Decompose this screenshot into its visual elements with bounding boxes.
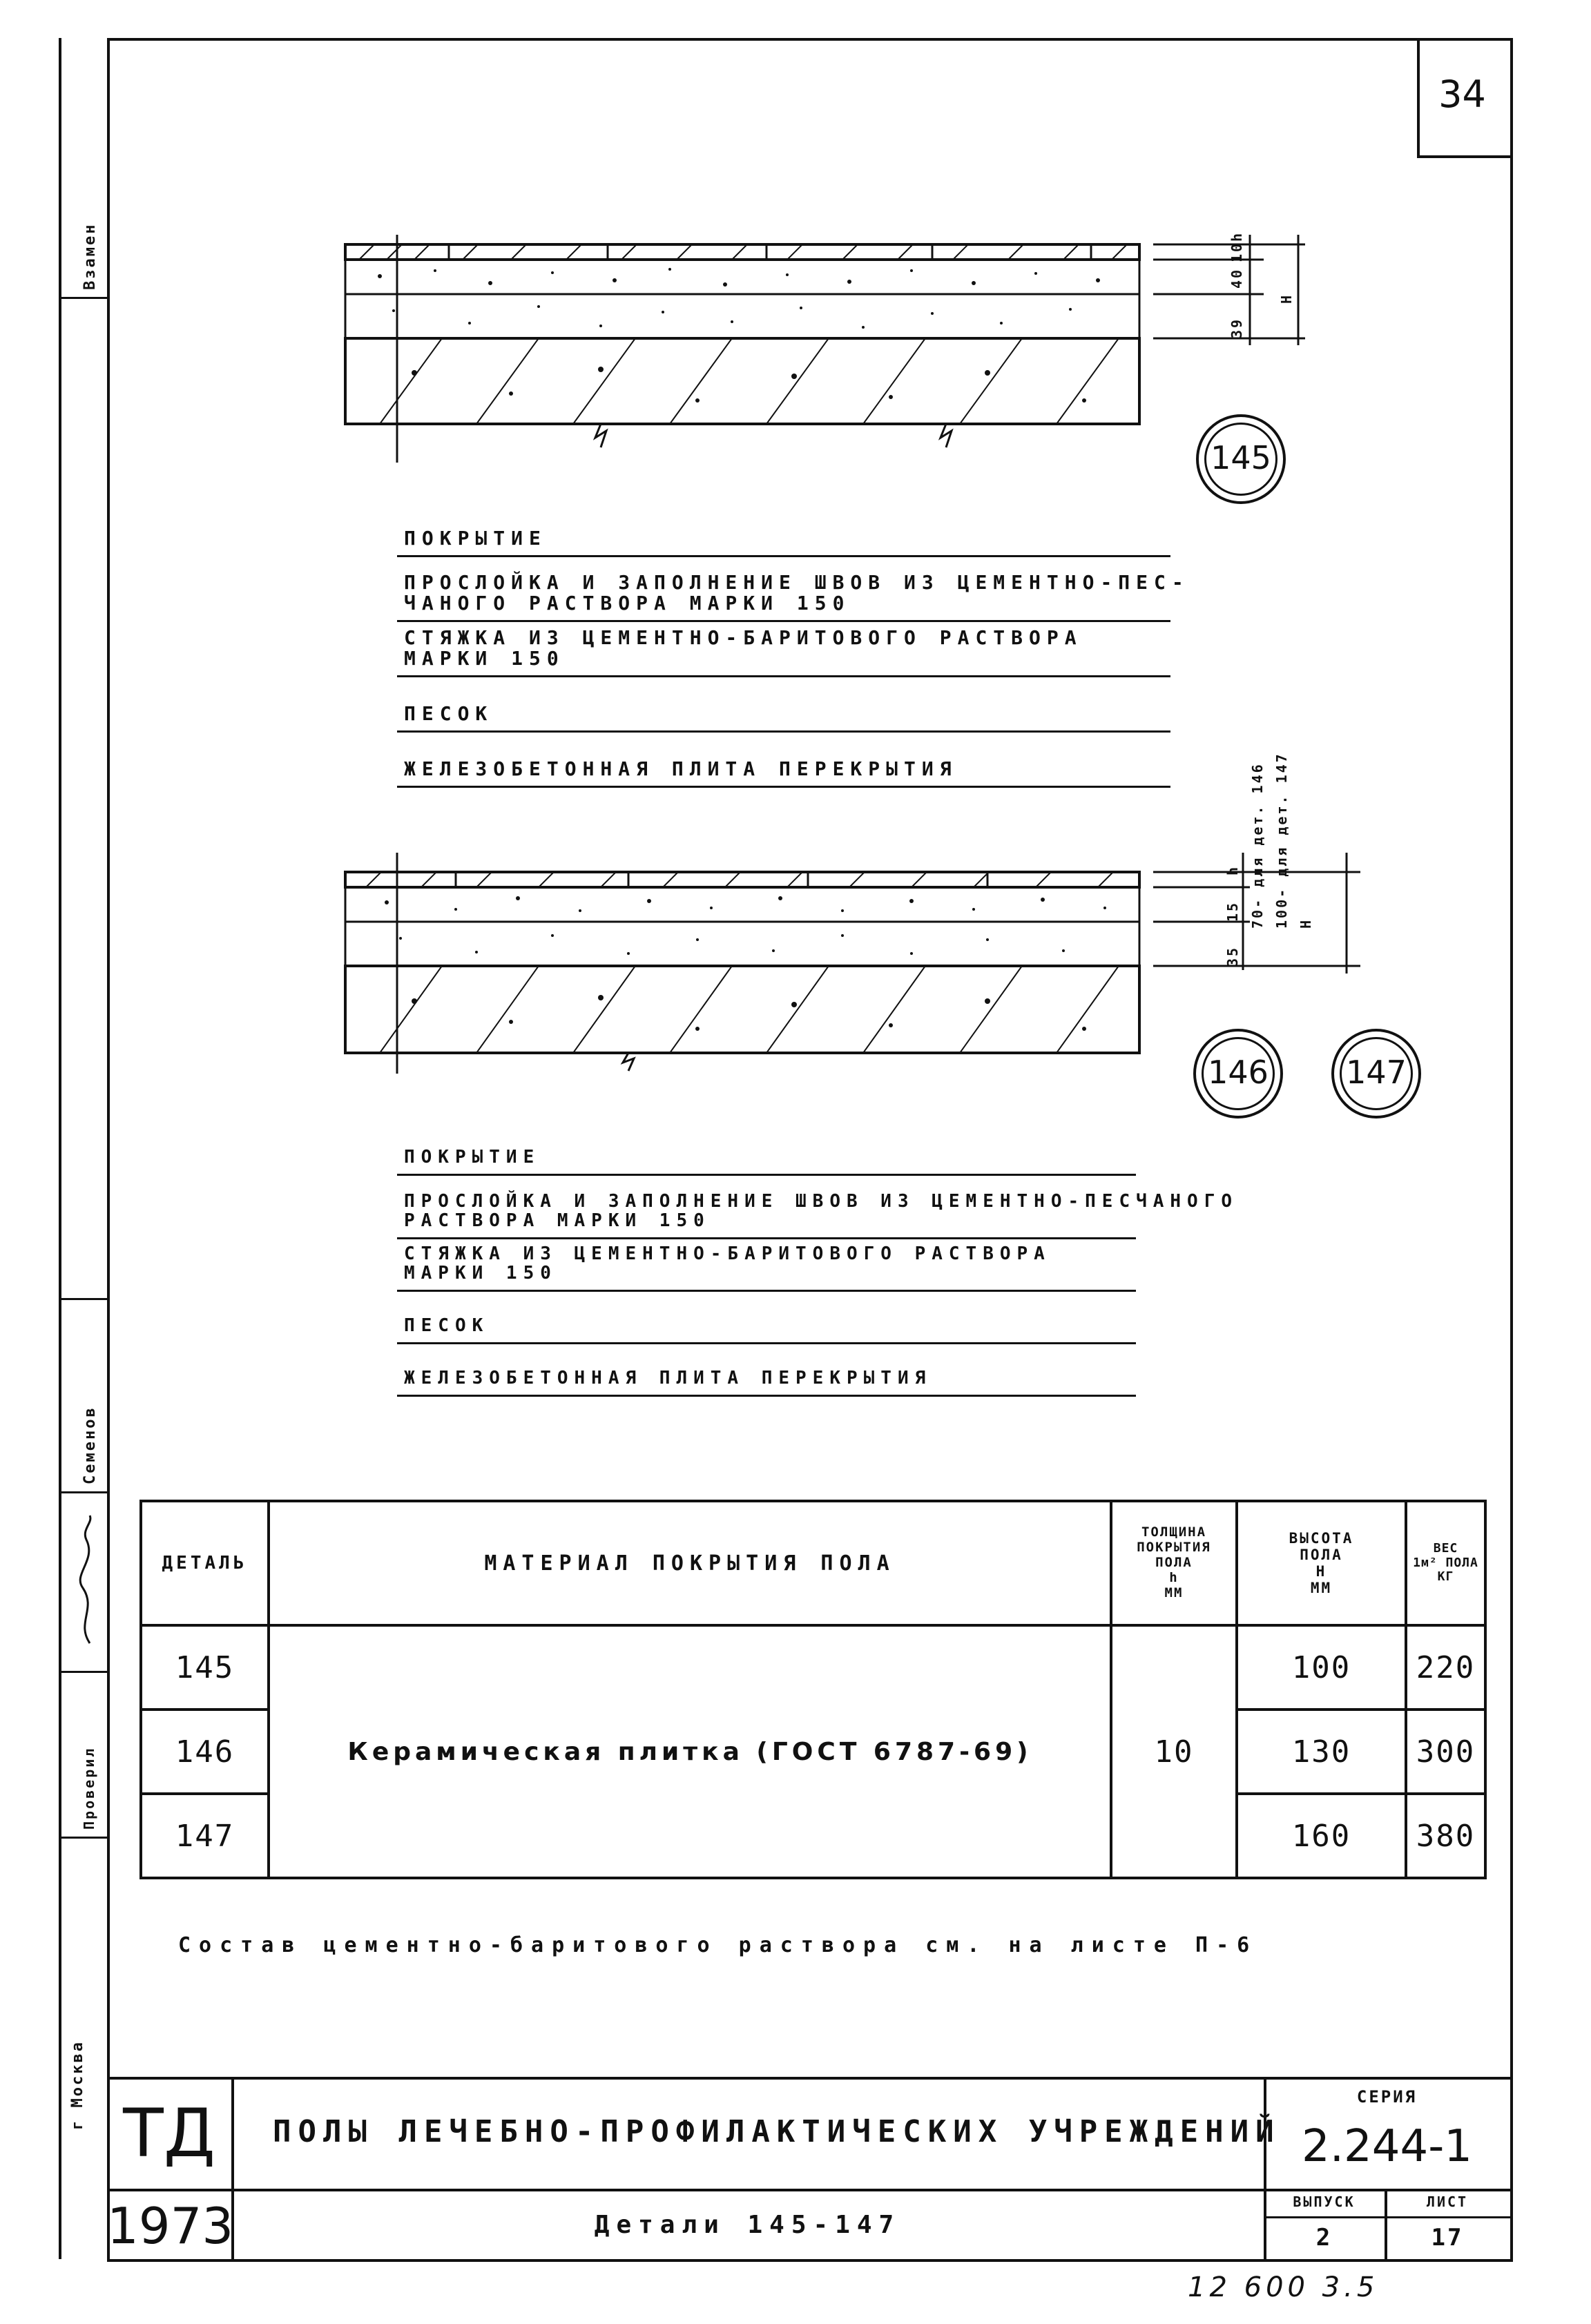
legend-row: ПЕСОК: [397, 675, 1170, 733]
binding-margin: [59, 38, 110, 2259]
cell-weight: 380: [1406, 1794, 1485, 1878]
cell-height: 100: [1237, 1625, 1406, 1710]
margin-signature: [69, 1512, 104, 1650]
header-detail: ДЕТАЛЬ: [141, 1501, 269, 1625]
header-height: ВЫСОТА ПОЛА H ММ: [1237, 1501, 1406, 1625]
header-material: МАТЕРИАЛ ПОКРЫТИЯ ПОЛА: [269, 1501, 1111, 1625]
archive-stamp: 12 600 3.5: [1188, 2272, 1379, 2303]
margin-label-replace: Взамен: [81, 222, 99, 290]
dim-146-H: H: [1298, 918, 1314, 929]
binding-divider: [59, 297, 107, 299]
issue-value: 2: [1315, 2224, 1333, 2252]
cell-detail: 145: [141, 1625, 269, 1710]
cell-thickness: 10: [1111, 1625, 1237, 1878]
callout-145: 145: [1196, 414, 1286, 504]
cell-detail: 146: [141, 1710, 269, 1794]
cell-height: 160: [1237, 1794, 1406, 1878]
sheet-label: ЛИСТ: [1426, 2194, 1469, 2210]
legend-row: ПОКРЫТИЕ: [397, 497, 1170, 557]
header-thickness: ТОЛЩИНА ПОКРЫТИЯ ПОЛА h ММ: [1111, 1501, 1237, 1625]
legend-row: СТЯЖКА ИЗ ЦЕМЕНТНО-БАРИТОВОГО РАСТВОРА МАРКИ 150: [397, 1237, 1136, 1292]
legend-row: СТЯЖКА ИЗ ЦЕМЕНТНО-БАРИТОВОГО РАСТВОРА МАРКИ 150: [397, 620, 1170, 677]
binding-divider: [59, 1671, 107, 1673]
binding-divider: [59, 1298, 107, 1300]
table-row: [141, 1625, 1485, 1710]
issue-label: ВЫПУСК: [1293, 2194, 1356, 2210]
legend-row: ЖЕЛЕЗОБЕТОННАЯ ПЛИТА ПЕРЕКРЫТИЯ: [397, 730, 1170, 788]
legend-row: ПОКРЫТИЕ: [397, 1132, 1136, 1176]
drawing-subtitle: Детали 145-147: [594, 2211, 901, 2239]
cell-weight: 300: [1406, 1710, 1485, 1794]
composition-note: Состав цементно-баритового раствора см. на листе П-6: [178, 1933, 1258, 1957]
cell-detail: 147: [141, 1794, 269, 1878]
header-weight: ВЕС 1м² ПОЛА КГ: [1406, 1501, 1485, 1625]
dim-146-b: 35: [1224, 945, 1241, 967]
legend-146-147: [397, 1132, 1239, 1408]
table-header-row: [141, 1501, 1485, 1625]
cell-height: 130: [1237, 1710, 1406, 1794]
dim-145-H: H: [1278, 293, 1295, 304]
binding-divider: [59, 1837, 107, 1839]
spec-table: [139, 1500, 1487, 1879]
dim-145-b: 40: [1228, 267, 1245, 289]
sheet-value: 17: [1431, 2224, 1464, 2252]
legend-row: ПЕСОК: [397, 1290, 1136, 1344]
legend-145: [397, 497, 1190, 787]
series-label: СЕРИЯ: [1356, 2087, 1418, 2107]
drawing-title: ПОЛЫ ЛЕЧЕБНО-ПРОФИЛАКТИЧЕСКИХ УЧРЕЖДЕНИЙ: [273, 2114, 1281, 2149]
legend-row: ПРОСЛОЙКА И ЗАПОЛНЕНИЕ ШВОВ ИЗ ЦЕМЕНТНО-ПЕСЧАНОГО РАСТВОРА МАРКИ 150: [397, 1174, 1136, 1239]
td-mark: ТД: [123, 2095, 215, 2172]
margin-label-checked: Проверил: [81, 1746, 97, 1830]
callout-147: 147: [1331, 1029, 1421, 1119]
year: 1973: [107, 2197, 234, 2255]
sheet-number: 34: [1438, 72, 1486, 116]
margin-label-city: г Москва: [69, 2040, 86, 2130]
dim-146-h: h: [1224, 864, 1241, 875]
dim-145-a: 10: [1228, 241, 1245, 262]
title-block: [107, 2077, 1510, 2259]
callout-146: 146: [1193, 1029, 1283, 1119]
dim-note-146: 70- для дет. 146: [1249, 762, 1266, 929]
binding-divider: [59, 1491, 107, 1493]
dim-note-147: 100- для дет. 147: [1273, 752, 1290, 929]
dim-145-c: 39: [1228, 317, 1245, 338]
margin-label-name: Семенов: [81, 1406, 99, 1484]
legend-row: ПРОСЛОЙКА И ЗАПОЛНЕНИЕ ШВОВ ИЗ ЦЕМЕНТНО-ПЕС- ЧАНОГО РАСТВОРА МАРКИ 150: [397, 555, 1170, 622]
dim-145-h: h: [1228, 231, 1245, 242]
detail-145-section: [338, 235, 1305, 463]
cell-weight: 220: [1406, 1625, 1485, 1710]
cell-material: Керамическая плитка (ГОСТ 6787-69): [269, 1625, 1111, 1878]
legend-row: ЖЕЛЕЗОБЕТОННАЯ ПЛИТА ПЕРЕКРЫТИЯ: [397, 1342, 1136, 1397]
series-value: 2.244-1: [1301, 2121, 1473, 2172]
dim-146-a: 15: [1224, 900, 1241, 922]
